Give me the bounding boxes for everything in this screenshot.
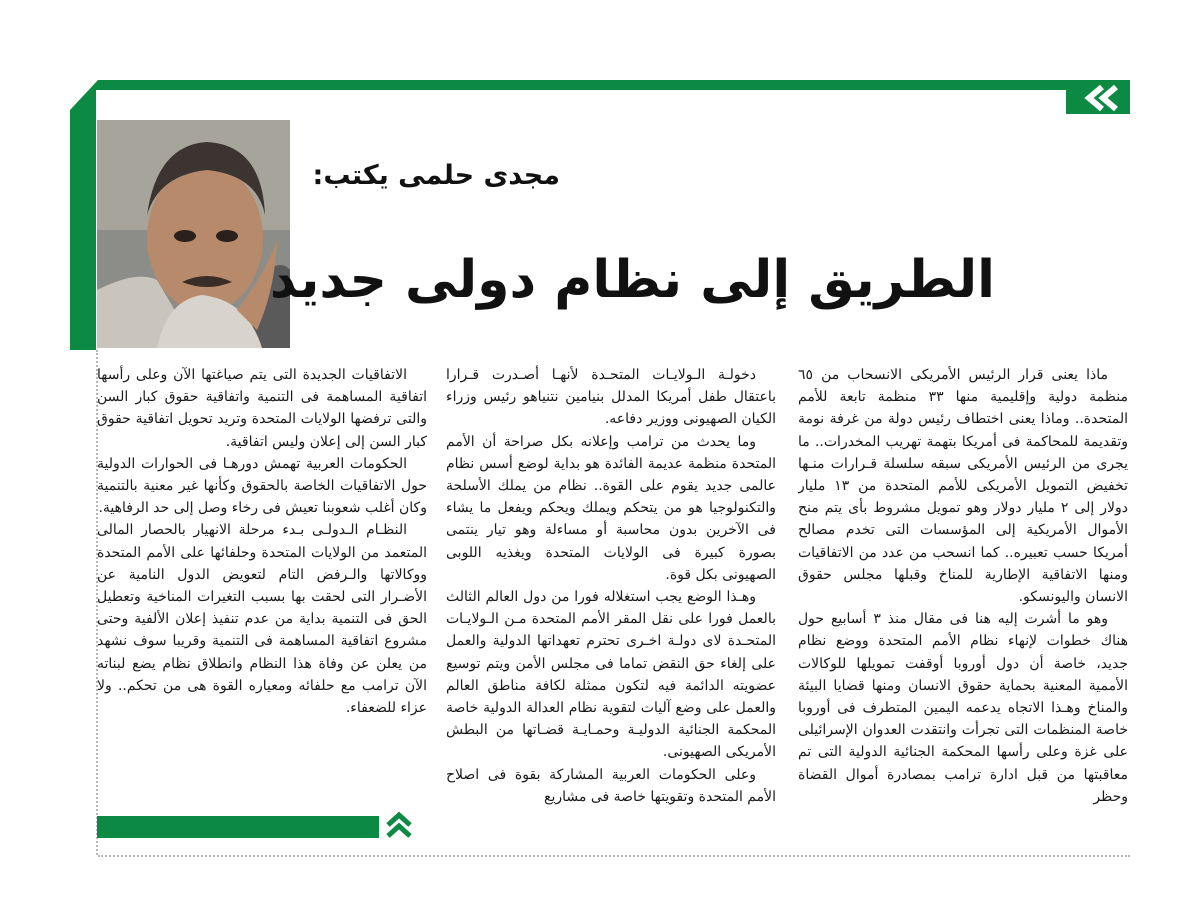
author-byline: مجدى حلمى يكتب:	[312, 160, 560, 191]
header-bar-inner	[96, 90, 1066, 114]
article-column-1	[798, 364, 1128, 854]
article-column-3	[97, 364, 427, 804]
paragraph: الحكومات العربية تهمش دورهـا فى الحوارات الدولية حول الاتفاقيات الخاصة بالحقوق وكأنها غير معنية بالتنمية وكان أغلب شعوبنا تعيش فى رخاء وصل إلى حد الرفاهية.	[97, 455, 427, 517]
paragraph: النظـام الـدولـى بـدء مرحلة الانهيار بالحصار المالى المتعمد من الولايات المتحدة وحلفائها على الأمم المتحدة ووكالاتها والـرفض التام لتعويض الدول النامية عن الأضـرار التى لحقت بها بسبب التغيرات المناخية وتعطيل الحق فى التنمية بداية من عدم تنفيذ إعلان الألفية وحتى مشروع اتفاقية المساهمة فى التنمية وقريبا سوف نشهد من يعلن عن وفاة هذا النظام وانطلاق نظام يضع لبناته الآن ترامب مع حلفائه ومعياره القوة هى من تحكم.. ولا عزاء للضعفاء.	[97, 522, 427, 717]
footer-bar	[97, 816, 379, 838]
article-column-2	[446, 364, 776, 854]
paragraph: دخولـة الـولايـات المتحـدة لأنهـا أصـدرت قـرارا باعتقال طفل أمريكا المدلل بنيامين نتنياهو رئيس وزراء الكيان الصهيونى ووزير دفاعه.	[446, 367, 776, 428]
paragraph: ماذا يعنى قرار الرئيس الأمريكى الانسحاب من ٦٥ منظمة دولية وإقليمية منها ٣٣ منظمة تابعة للأمم المتحدة.. وماذا يعنى اختطاف رئيس دولة من غرفة نومة وتقديمة للمحاكمة فى أمريكا بتهمة تهريب المخدرات.. ما يجرى من الرئيس الأمريكى سبقه سلسلة قـرارات منـها تخفيض التمويل الأمريكى للأمم المتحدة من ١٣ مليار دولار إلى ٢ مليار دولار وهو تمويل مشروط بأى يتم منح الأموال الأمريكية إلى المؤسسات التى تخدم مصالح أمريكا حسب تعبيره.. كما انسحب من عدد من الاتفاقيات ومنها الاتفاقية الإطارية للمناخ وقبلها مجلس حقوق الانسان واليونسكو.	[798, 367, 1128, 606]
header-bar	[70, 80, 1130, 114]
paragraph: الاتفاقيات الجديدة التى يتم صياغتها الآن وعلى رأسها اتفاقية المساهمة فى التنمية واتفاقية حقوق كبار السن والتى ترفضها الولايات المتحدة وتريد تحويل اتفاقية حقوق كبار السن إلى إعلان وليس اتفاقية.	[97, 367, 427, 450]
paragraph: وما يحدث من ترامب وإعلانه بكل صراحة أن الأمم المتحدة منظمة عديمة الفائدة هو بداية لوضع أسس نظام عالمى جديد يقوم على القوة.. نظام من يملك الأسلحة والتكنولوجيا هو من يتحكم ويملك ويحكم ويفعل ما يشاء فى الآخرين بدون محاسبة أو مساءلة وهو تيار ينتمى بصورة كبيرة فى الولايات المتحدة ويغذيه اللوبى الصهيونى بكل قوة.	[446, 433, 776, 583]
article-headline: الطريق إلى نظام دولى جديد	[269, 250, 995, 310]
dotted-border-bottom	[98, 855, 1130, 857]
author-portrait	[97, 120, 290, 348]
paragraph: وعلى الحكومات العربية المشاركة بقوة فى اصلاح الأمم المتحدة وتقويتها خاصة فى مشاريع	[446, 766, 776, 805]
chevron-up-stack-icon	[384, 812, 414, 842]
double-chevron-icon	[1082, 84, 1122, 112]
left-accent-strip	[70, 110, 96, 350]
author-photo	[97, 120, 290, 348]
paragraph: وهو ما أشرت إليه هنا فى مقال منذ ٣ أسابيع حول هناك خطوات لإنهاء نظام الأمم المتحدة ووضع نظام جديد، خاصة أن دول أوروبا أوقفت تمويلها للوكالات الأممية المعنية بحماية حقوق الانسان ومنها قضايا البيئة والمناخ وهـذا الاتجاه يدعمه اليمين المتطرف فى أوروبا خاصة المنظمات التى تجرأت وانتقدت العدوان الإسرائيلى على غزة وعلى رأسها المحكمة الجنائية الدولية التى تم معاقبتها من قبل ادارة ترامب بمصادرة أموال القضاة وحظر	[798, 611, 1128, 805]
paragraph: وهـذا الوضع يجب استغلاله فورا من دول العالم الثالث بالعمل فورا على نقل المقر الأمم المتحدة مـن الـولايـات المتحـدة لاى دولـة اخـرى تحترم تعهداتها الدولية والعمل على إلغاء حق النقض تماما فى مجلس الأمن ويتم توسيع عضويته الدائمة فيه لتكون ممثلة لكافة مناطق العالم والعمل على وضع آليات لتقوية نظام العدالة الدولية خاصة المحكمة الجنائية الدوليـة وحمـايـة قضـاتها من البطش الأمريكى الصهيونى.	[446, 589, 776, 761]
